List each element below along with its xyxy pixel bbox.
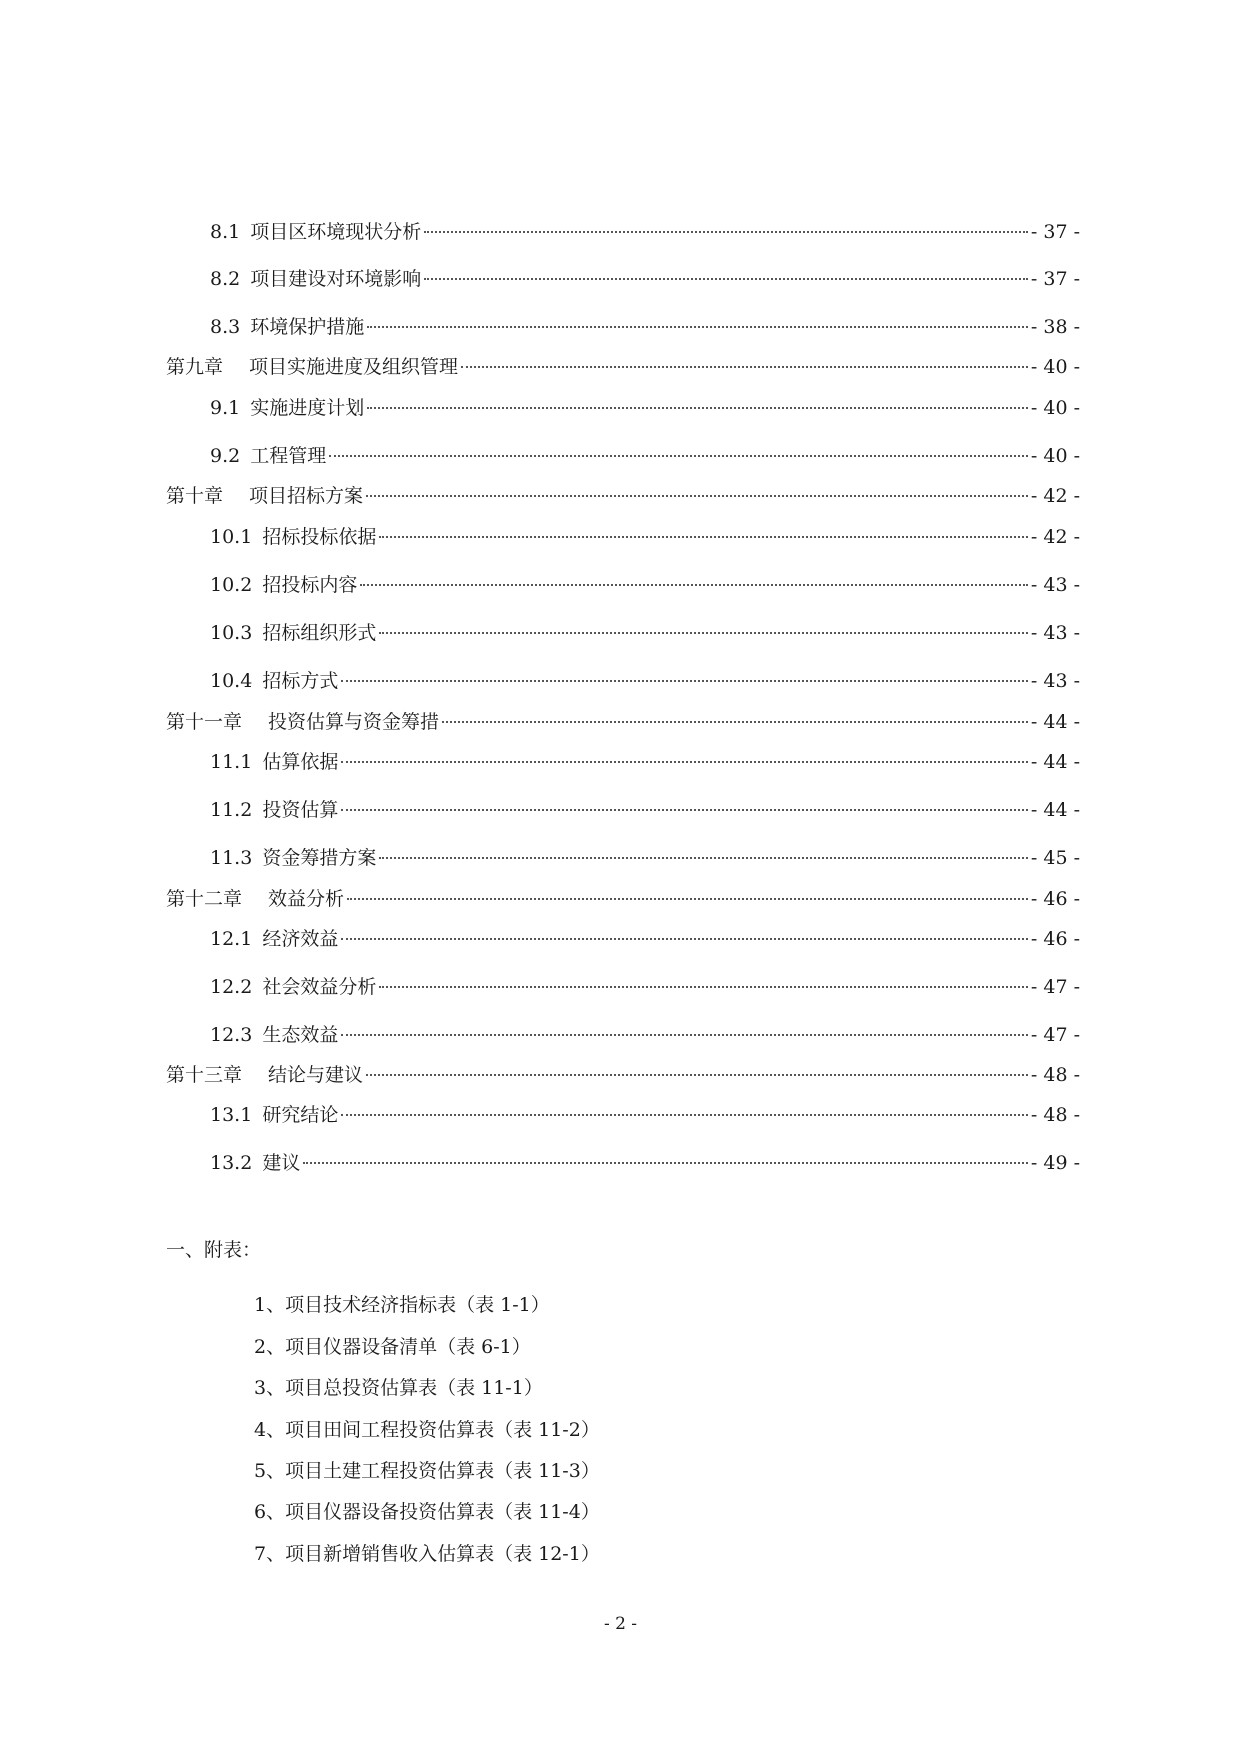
toc-title: 招标投标依据 [262,526,377,548]
toc-number: 8.3 [210,316,241,338]
toc-page: - 44 - [1030,799,1080,821]
toc-page: - 46 - [1030,888,1080,910]
toc-leader [341,680,1028,682]
toc-leader [303,1162,1028,1164]
toc-number: 第十三章 [166,1064,243,1086]
toc-entry[interactable] [210,666,1080,696]
toc-leader [341,1114,1028,1116]
toc-entry[interactable] [166,1060,1080,1090]
toc-title: 投资估算与资金筹措 [268,711,440,733]
toc-entry[interactable] [210,393,1080,423]
toc-title: 资金筹措方案 [262,847,377,869]
toc-number: 13.2 [210,1152,253,1174]
toc-page: - 43 - [1030,670,1080,692]
toc-entry[interactable] [210,924,1080,954]
toc-title: 工程管理 [250,445,327,467]
toc-leader [341,809,1028,811]
toc-title: 投资估算 [262,799,339,821]
toc-number: 第十一章 [166,711,243,733]
toc-title: 项目建设对环境影响 [250,268,422,290]
toc-page: - 42 - [1030,526,1080,548]
toc-title: 招标方式 [262,670,339,692]
toc-title: 环境保护措施 [250,316,365,338]
toc-page: - 44 - [1030,711,1080,733]
toc-entry[interactable] [210,570,1080,600]
toc-page: - 40 - [1030,445,1080,467]
toc-number: 12.1 [210,928,253,950]
toc-page: - 40 - [1030,356,1080,378]
toc-entry[interactable] [210,843,1080,873]
toc-entry[interactable] [166,707,1080,737]
toc-page: - 40 - [1030,397,1080,419]
toc-number: 11.1 [210,751,253,773]
toc-number: 8.2 [210,268,241,290]
toc-title: 效益分析 [268,888,345,910]
toc-leader [341,1034,1028,1036]
toc-entry[interactable] [210,217,1080,247]
toc-title: 招投标内容 [262,574,358,596]
toc-entry[interactable] [210,522,1080,552]
toc-number: 第九章 [166,356,224,378]
appendix-item: 5、项目土建工程投资估算表（表 11-3） [254,1460,600,1482]
toc-entry[interactable] [166,481,1080,511]
appendix-heading: 一、附表： [166,1239,262,1261]
toc-leader [366,1074,1028,1076]
toc-page: - 45 - [1030,847,1080,869]
toc-entry[interactable] [210,1020,1080,1050]
toc-number: 12.2 [210,976,253,998]
toc-page: - 49 - [1030,1152,1080,1174]
toc-leader [341,761,1028,763]
toc-title: 项目招标方案 [249,485,364,507]
toc-page: - 42 - [1030,485,1080,507]
toc-leader [360,584,1028,586]
toc-number: 8.1 [210,221,241,243]
toc-leader [379,632,1028,634]
toc-title: 估算依据 [262,751,339,773]
toc-entry[interactable] [210,441,1080,471]
toc-number: 11.2 [210,799,253,821]
toc-leader [366,495,1028,497]
toc-leader [379,857,1028,859]
toc-title: 项目实施进度及组织管理 [249,356,459,378]
toc-page: - 43 - [1030,622,1080,644]
toc-leader [424,231,1028,233]
toc-page: - 37 - [1030,268,1080,290]
toc-number: 10.2 [210,574,253,596]
toc-title: 实施进度计划 [250,397,365,419]
toc-number: 13.1 [210,1104,253,1126]
toc-entry[interactable] [210,747,1080,777]
toc-leader [367,326,1028,328]
toc-entry[interactable] [210,618,1080,648]
appendix-item: 1、项目技术经济指标表（表 1-1） [254,1294,550,1316]
toc-page: - 44 - [1030,751,1080,773]
toc-number: 10.4 [210,670,253,692]
appendix-item: 2、项目仪器设备清单（表 6-1） [254,1336,531,1358]
toc-leader [442,721,1028,723]
toc-leader [367,407,1028,409]
toc-title: 生态效益 [262,1024,339,1046]
toc-entry[interactable] [166,884,1080,914]
toc-number: 10.1 [210,526,253,548]
toc-number: 第十二章 [166,888,243,910]
toc-leader [379,536,1028,538]
toc-title: 招标组织形式 [262,622,377,644]
toc-page: - 48 - [1030,1104,1080,1126]
toc-entry[interactable] [210,312,1080,342]
appendix-item: 4、项目田间工程投资估算表（表 11-2） [254,1419,600,1441]
toc-title: 经济效益 [262,928,339,950]
toc-leader [341,938,1028,940]
toc-entry[interactable] [210,795,1080,825]
toc-number: 9.1 [210,397,241,419]
toc-leader [424,278,1028,280]
toc-entry[interactable] [210,1148,1080,1178]
toc-page: - 47 - [1030,976,1080,998]
toc-leader [461,366,1028,368]
toc-entry[interactable] [210,1100,1080,1130]
toc-title: 结论与建议 [268,1064,364,1086]
toc-number: 12.3 [210,1024,253,1046]
appendix-item: 3、项目总投资估算表（表 11-1） [254,1377,543,1399]
toc-entry[interactable] [166,352,1080,382]
toc-page: - 37 - [1030,221,1080,243]
toc-leader [379,986,1028,988]
toc-title: 社会效益分析 [262,976,377,998]
toc-page: - 43 - [1030,574,1080,596]
toc-page: - 47 - [1030,1024,1080,1046]
toc-leader [329,455,1028,457]
toc-number: 9.2 [210,445,241,467]
appendix-item: 7、项目新增销售收入估算表（表 12-1） [254,1543,600,1565]
toc-number: 第十章 [166,485,224,507]
toc-title: 建议 [262,1152,301,1174]
appendix-item: 6、项目仪器设备投资估算表（表 11-4） [254,1501,600,1523]
toc-number: 11.3 [210,847,253,869]
toc-title: 研究结论 [262,1104,339,1126]
toc-leader [347,898,1028,900]
page-number: - 2 - [603,1614,638,1634]
toc-entry[interactable] [210,264,1080,294]
toc-number: 10.3 [210,622,253,644]
toc-page: - 46 - [1030,928,1080,950]
toc-page: - 48 - [1030,1064,1080,1086]
toc-page: - 38 - [1030,316,1080,338]
toc-entry[interactable] [210,972,1080,1002]
toc-title: 项目区环境现状分析 [250,221,422,243]
